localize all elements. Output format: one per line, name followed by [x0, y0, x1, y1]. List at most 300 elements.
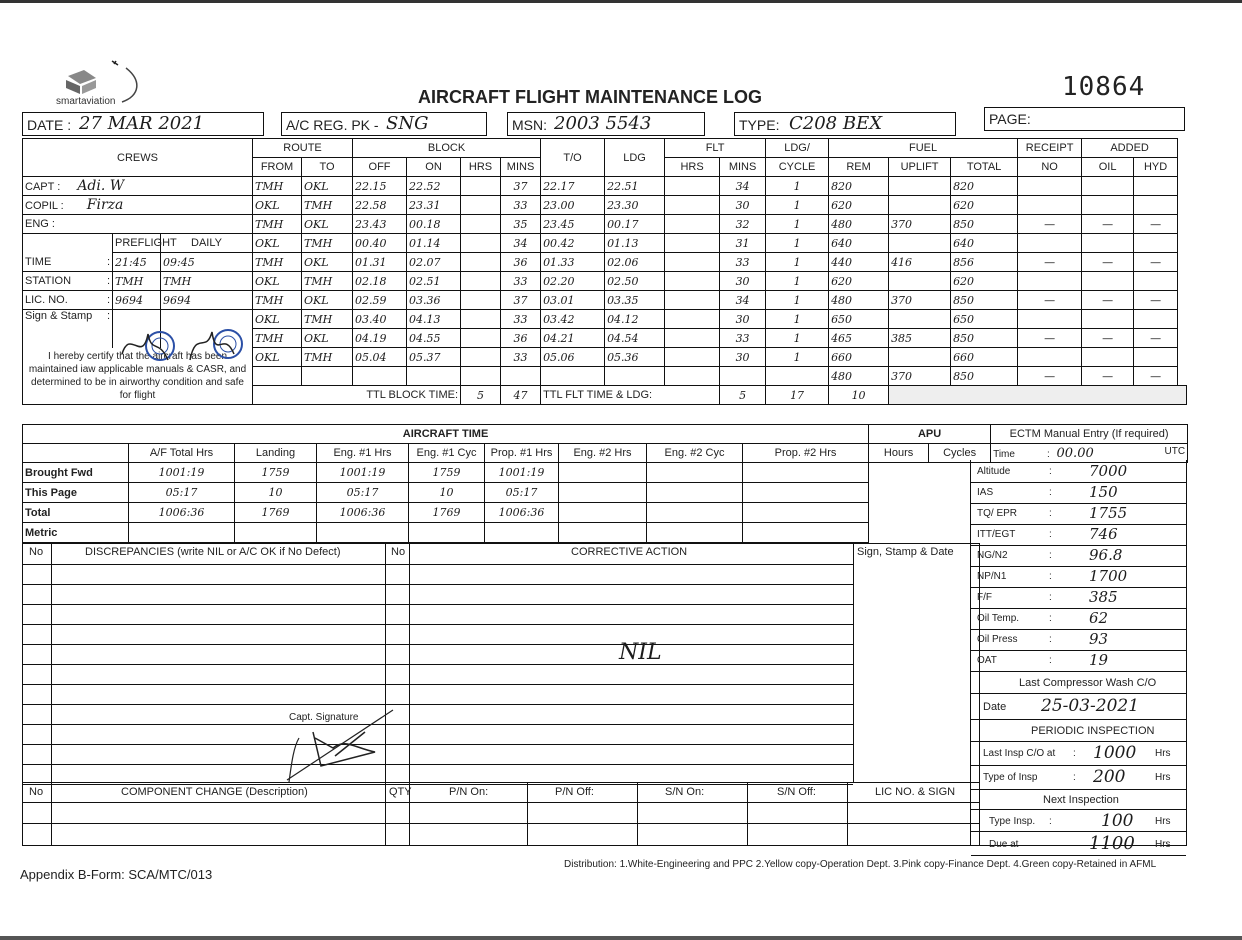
- aircraft-time-cell: [647, 463, 743, 483]
- from-header: FROM: [253, 158, 302, 177]
- grid-line: [23, 644, 853, 645]
- uplift-cell: 416: [889, 253, 951, 272]
- date-label: DATE :: [27, 117, 72, 133]
- oil-cell: [1082, 310, 1134, 329]
- mins-cell: 36: [501, 329, 541, 348]
- type-box: [734, 112, 956, 136]
- ectm-row: Oil Temp. : 62: [971, 609, 1186, 630]
- wash-title: Last Compressor Wash C/O: [1019, 677, 1157, 689]
- off-cell: 00.40: [353, 234, 407, 253]
- last-insp-hrs: Hrs: [1155, 748, 1171, 759]
- ldg-cell: 03.35: [605, 291, 665, 310]
- oil-cell: [1082, 196, 1134, 215]
- to-cell: TMH: [302, 196, 353, 215]
- flight-row: ENG : TMH OKL 23.43 00.18 35 23.45 00.17 32 1 480 370 850 — — —: [23, 215, 1187, 234]
- grid-line: [51, 544, 52, 846]
- rem-cell: 620: [829, 272, 889, 291]
- appendix-label: Appendix B-Form: SCA/MTC/013: [20, 867, 213, 882]
- ldg-cycle-header-1: LDG/: [766, 139, 829, 158]
- mins-cell: 35: [501, 215, 541, 234]
- receipt-cell: [1018, 234, 1082, 253]
- flt-hrs-header: HRS: [665, 158, 720, 177]
- ldg-cell: 01.13: [605, 234, 665, 253]
- aircraft-time-row: [23, 483, 869, 503]
- lic-label: LIC. NO.: [25, 294, 68, 306]
- off-cell: 03.40: [353, 310, 407, 329]
- ectm-value: 1755: [1089, 504, 1128, 522]
- due-value: 1100: [1089, 833, 1135, 854]
- hyd-cell: [1134, 234, 1178, 253]
- aircraft-time-cell: [559, 463, 647, 483]
- total-cell: 620: [951, 272, 1018, 291]
- aircraft-time-cell: 1001:19: [485, 463, 559, 483]
- aircraft-time-row-label: This Page: [23, 483, 129, 503]
- mins-cell: 33: [501, 272, 541, 291]
- ldg-cell: 02.06: [605, 253, 665, 272]
- aircraft-time-cell: [743, 503, 869, 523]
- ectm-time-label: Time: [993, 448, 1015, 460]
- corr-no-header: No: [391, 546, 406, 558]
- time-daily: 09:45: [161, 253, 253, 272]
- capt-value: Adi. W: [77, 178, 125, 194]
- wash-date-row: [971, 694, 1186, 720]
- uplift-cell: 385: [889, 329, 951, 348]
- aircraft-time-cell: 1001:19: [129, 463, 235, 483]
- scan-edge-bottom: [0, 936, 1242, 940]
- hyd-cell: —: [1134, 253, 1178, 272]
- ectm-value: 385: [1089, 588, 1118, 606]
- rem-cell: 650: [829, 310, 889, 329]
- rem-cell: 620: [829, 196, 889, 215]
- ectm-value: 7000: [1089, 462, 1128, 480]
- grid-line: [23, 744, 853, 745]
- aircraft-time-cell: [317, 523, 409, 543]
- hyd-cell: —: [1134, 215, 1178, 234]
- to-time-cell: 22.17: [541, 177, 605, 196]
- ectm-label: Oil Temp.: [977, 613, 1020, 624]
- receipt-cell: [1018, 177, 1082, 196]
- flt-mins-cell: 33: [720, 253, 766, 272]
- hyd-cell: [1134, 196, 1178, 215]
- mins-cell: 33: [501, 310, 541, 329]
- captain-signature-icon: [285, 708, 395, 784]
- ectm-label: NP/N1: [977, 571, 1007, 582]
- aircraft-time-cell: [235, 523, 317, 543]
- to-time-cell: 03.42: [541, 310, 605, 329]
- uplift-cell: [889, 272, 951, 291]
- form-number: 10864: [1062, 72, 1146, 102]
- flt-mins-cell: 30: [720, 310, 766, 329]
- ectm-value: 93: [1089, 630, 1109, 648]
- ectm-panel: [970, 460, 1187, 854]
- route-header: ROUTE: [253, 139, 353, 158]
- ectm-value: 1700: [1089, 567, 1128, 585]
- aircraft-time-cell: [647, 523, 743, 543]
- grid-line: [23, 604, 853, 605]
- mins-cell: 34: [501, 234, 541, 253]
- receipt-cell: [1018, 272, 1082, 291]
- station-label: STATION: [25, 275, 72, 287]
- aircraft-time-row-label: Metric: [23, 523, 129, 543]
- off-cell: 23.43: [353, 215, 407, 234]
- aircraft-time-cell: 1006:36: [485, 503, 559, 523]
- aircraft-time-row: [23, 503, 869, 523]
- aircraft-time-table: [22, 424, 1188, 463]
- aircraft-time-cell: 1769: [409, 503, 485, 523]
- corrective-header: CORRECTIVE ACTION: [571, 546, 688, 558]
- oil-cell: —: [1082, 329, 1134, 348]
- to-cell: OKL: [302, 291, 353, 310]
- time-label: TIME: [25, 255, 52, 268]
- oil-cell: —: [1082, 215, 1134, 234]
- receipt-header: RECEIPT: [1018, 139, 1082, 158]
- reg-label: A/C REG. PK -: [286, 117, 379, 133]
- certify-line-3: determined to be in airworthy condition and safe: [31, 376, 244, 388]
- from-cell: TMH: [253, 329, 302, 348]
- receipt-cell: [1018, 310, 1082, 329]
- page-title: AIRCRAFT FLIGHT MAINTENANCE LOG: [418, 87, 762, 107]
- grid-line: [23, 624, 853, 625]
- off-cell: 22.58: [353, 196, 407, 215]
- aircraft-time-cell: [743, 463, 869, 483]
- due-hrs: Hrs: [1155, 839, 1171, 850]
- aircraft-time-cell: 1759: [409, 463, 485, 483]
- grid-line: [853, 544, 854, 782]
- grid-line: [23, 784, 853, 785]
- flight-row: LIC. NO. : 9694 9694 TMH OKL 02.59 03.36 37 03.01 03.35 34 1 480 370 850 — — —: [23, 291, 1187, 310]
- daily-stamp-signature: [186, 324, 248, 366]
- msn-value: 2003 5543: [554, 113, 652, 134]
- ldg-header: LDG: [605, 139, 665, 177]
- mins-header: MINS: [501, 158, 541, 177]
- ectm-time-value: 00.00: [1056, 445, 1094, 461]
- to-cell: TMH: [302, 272, 353, 291]
- ldg-cell: 00.17: [605, 215, 665, 234]
- hyd-cell: [1134, 272, 1178, 291]
- flt-mins-cell: 30: [720, 272, 766, 291]
- on-cell: 05.37: [407, 348, 461, 367]
- ldg-cell: 23.30: [605, 196, 665, 215]
- grid-line: [409, 544, 410, 782]
- uplift-cell: [889, 234, 951, 253]
- lic-daily: 9694: [161, 291, 253, 310]
- next-type-hrs: Hrs: [1155, 816, 1171, 827]
- on-header: ON: [407, 158, 461, 177]
- to-time-cell: 01.33: [541, 253, 605, 272]
- grid-line: [23, 724, 853, 725]
- aircraft-time-cell: [559, 523, 647, 543]
- ttl-ldg: 10: [829, 386, 889, 405]
- to-cell: TMH: [302, 234, 353, 253]
- type-insp-row: Type of Insp : 200 Hrs: [971, 766, 1186, 790]
- grid-line: [23, 684, 853, 685]
- hyd-cell: [1134, 177, 1178, 196]
- grid-line: [23, 664, 853, 665]
- crews-header: CREWS: [23, 139, 253, 177]
- aircraft-time-cell: 10: [409, 483, 485, 503]
- scan-edge: [0, 0, 1242, 3]
- grid-line: [23, 704, 853, 705]
- disc-no-header: No: [29, 546, 44, 558]
- cycle-cell: 1: [766, 329, 829, 348]
- aircraft-time-cell: 1759: [235, 463, 317, 483]
- receipt-cell: —: [1018, 253, 1082, 272]
- ectm-row: Altitude : 7000: [971, 462, 1186, 483]
- oil-cell: —: [1082, 367, 1134, 386]
- ldg-cell: 05.36: [605, 348, 665, 367]
- hyd-cell: [1134, 348, 1178, 367]
- station-preflight: TMH: [113, 272, 161, 291]
- total-cell: 856: [951, 253, 1018, 272]
- on-cell: 04.55: [407, 329, 461, 348]
- to-cell: OKL: [302, 177, 353, 196]
- page-box: [984, 107, 1185, 131]
- wash-date-value: 25-03-2021: [1041, 696, 1140, 716]
- oil-header: OIL: [1082, 158, 1134, 177]
- grid-line: [23, 584, 853, 585]
- total-cell: 850: [951, 291, 1018, 310]
- cycle-cell: 1: [766, 253, 829, 272]
- mins-cell: 33: [501, 196, 541, 215]
- next-type-row: Type Insp. : 100 Hrs: [971, 810, 1186, 832]
- off-cell: 02.59: [353, 291, 407, 310]
- grid-line: [747, 782, 748, 846]
- grid-line: [23, 823, 979, 824]
- msn-label: MSN:: [512, 117, 547, 133]
- sn-on-header: S/N On:: [665, 786, 705, 798]
- flight-row: Sign & Stamp : OKL TMH 03.40 04.13 33 03.42 04.12 30 1 650 650: [23, 310, 1187, 329]
- ttl-flt-mins: 17: [766, 386, 829, 405]
- off-cell: 05.04: [353, 348, 407, 367]
- hyd-cell: —: [1134, 329, 1178, 348]
- total-cell: 850: [951, 367, 1018, 386]
- last-insp-row: Last Insp C/O at : 1000 Hrs: [971, 742, 1186, 766]
- certify-line-2: maintained iaw applicable manuals & CASR, and: [28, 363, 247, 375]
- oil-cell: [1082, 234, 1134, 253]
- aircraft-time-cell: [559, 483, 647, 503]
- ectm-row: IAS : 150: [971, 483, 1186, 504]
- aircraft-time-row-label: Brought Fwd: [23, 463, 129, 483]
- aircraft-time-cell: 05:17: [485, 483, 559, 503]
- oil-cell: [1082, 272, 1134, 291]
- rem-cell: 465: [829, 329, 889, 348]
- aircraft-time-cell: 1001:19: [317, 463, 409, 483]
- next-title-row: [971, 790, 1186, 810]
- flt-mins-cell: 30: [720, 196, 766, 215]
- on-cell: 02.07: [407, 253, 461, 272]
- uplift-cell: [889, 348, 951, 367]
- oil-cell: [1082, 177, 1134, 196]
- aircraft-time-cell: [743, 483, 869, 503]
- af-total-header: A/F Total Hrs: [129, 444, 235, 463]
- aircraft-time-cell: [559, 503, 647, 523]
- type-value: C208 BEX: [789, 113, 883, 134]
- nil-entry: NIL: [619, 640, 662, 665]
- aircraft-time-cell: [485, 523, 559, 543]
- aircraft-time-cell: 05:17: [129, 483, 235, 503]
- wash-date-label: Date: [983, 701, 1007, 713]
- ectm-row: NP/N1 : 1700: [971, 567, 1186, 588]
- wash-title-row: [971, 672, 1186, 694]
- rem-cell: 440: [829, 253, 889, 272]
- hyd-cell: —: [1134, 291, 1178, 310]
- flt-mins-cell: 30: [720, 348, 766, 367]
- stamp-icon: [186, 324, 248, 366]
- ectm-row: ITT/EGT : 746: [971, 525, 1186, 546]
- ectm-label: F/F: [977, 592, 992, 603]
- logo-text: smartaviation: [56, 96, 116, 107]
- to-time-header: T/O: [541, 139, 605, 177]
- eng1-cyc-header: Eng. #1 Cyc: [409, 444, 485, 463]
- eng1-hrs-header: Eng. #1 Hrs: [317, 444, 409, 463]
- prop1-hrs-header: Prop. #1 Hrs: [485, 444, 559, 463]
- off-cell: 22.15: [353, 177, 407, 196]
- from-cell: OKL: [253, 310, 302, 329]
- apu-cycles-header: Cycles: [929, 444, 991, 463]
- ldg-cell: 04.12: [605, 310, 665, 329]
- aircraft-time-data: [22, 462, 869, 543]
- on-cell: 02.51: [407, 272, 461, 291]
- aircraft-time-cell: 05:17: [317, 483, 409, 503]
- due-row: [971, 832, 1186, 856]
- ldg-cycle-header-2: CYCLE: [766, 158, 829, 177]
- from-cell: TMH: [253, 253, 302, 272]
- pn-off-header: P/N Off:: [555, 786, 594, 798]
- on-cell: 23.31: [407, 196, 461, 215]
- distribution-note: Distribution: 1.White-Engineering and PPC 2.Yellow copy-Operation Dept. 3.Pink copy-Finance Dept. 4.Green copy-Retained in AFML: [564, 859, 1157, 870]
- flt-mins-cell: 32: [720, 215, 766, 234]
- mins-cell: 37: [501, 291, 541, 310]
- aircraft-time-row: [23, 523, 869, 543]
- type-insp-label: Type of Insp: [983, 772, 1038, 783]
- grid-line: [23, 764, 853, 765]
- ectm-label: NG/N2: [977, 550, 1008, 561]
- from-cell: OKL: [253, 196, 302, 215]
- off-cell: 02.18: [353, 272, 407, 291]
- grid-line: [23, 782, 979, 783]
- type-label: TYPE:: [739, 117, 780, 133]
- cycle-cell: 1: [766, 215, 829, 234]
- uplift-cell: [889, 310, 951, 329]
- hyd-cell: [1134, 310, 1178, 329]
- periodic-title-row: [971, 720, 1186, 742]
- grid-line: [23, 564, 853, 565]
- rem-cell: 820: [829, 177, 889, 196]
- ectm-label: ITT/EGT: [977, 529, 1016, 540]
- aircraft-time-cell: [743, 523, 869, 543]
- uplift-cell: [889, 177, 951, 196]
- rem-header: REM: [829, 158, 889, 177]
- eng2-hrs-header: Eng. #2 Hrs: [559, 444, 647, 463]
- preflight-label: PREFLIGHT: [113, 234, 161, 253]
- oil-cell: —: [1082, 253, 1134, 272]
- certify-line-4: for flight: [119, 389, 156, 401]
- aircraft-time-cell: 1769: [235, 503, 317, 523]
- ectm-label: Altitude: [977, 466, 1011, 477]
- date-value: 27 MAR 2021: [79, 113, 205, 134]
- ectm-row: TQ/ EPR : 1755: [971, 504, 1186, 525]
- from-cell: TMH: [253, 215, 302, 234]
- to-cell: TMH: [302, 348, 353, 367]
- flight-row: TIME : 21:45 09:45 TMH OKL 01.31 02.07 36 01.33 02.06 33 1 440 416 856 — — —: [23, 253, 1187, 272]
- total-cell: 850: [951, 215, 1018, 234]
- lic-sign-header: LIC NO. & SIGN: [875, 786, 956, 798]
- time-preflight: 21:45: [113, 253, 161, 272]
- off-header: OFF: [353, 158, 407, 177]
- preflight-stamp-signature: [118, 324, 188, 366]
- disc-title: DISCREPANCIES (write NIL or A/C OK if No Defect): [85, 546, 341, 558]
- receipt-cell: —: [1018, 215, 1082, 234]
- cycle-cell: 1: [766, 234, 829, 253]
- from-cell: TMH: [253, 291, 302, 310]
- mins-cell: 33: [501, 348, 541, 367]
- aircraft-time-cell: [647, 483, 743, 503]
- on-cell: 03.36: [407, 291, 461, 310]
- ectm-label: IAS: [977, 487, 994, 498]
- ectm-value: 746: [1089, 525, 1118, 543]
- rem-cell: 660: [829, 348, 889, 367]
- prop2-hrs-header: Prop. #2 Hrs: [743, 444, 869, 463]
- capt-signature-label: Capt. Signature: [289, 712, 359, 723]
- flight-row: STATION : TMH TMH OKL TMH 02.18 02.51 33 02.20 02.50 30 1 620 620: [23, 272, 1187, 291]
- aircraft-time-cell: [409, 523, 485, 543]
- rem-cell: 480: [829, 367, 889, 386]
- ldg-cell: 22.51: [605, 177, 665, 196]
- total-cell: 820: [951, 177, 1018, 196]
- total-cell: 660: [951, 348, 1018, 367]
- type-insp-value: 200: [1093, 767, 1126, 787]
- aircraft-time-rows: [22, 462, 992, 543]
- ectm-utc: UTC: [1164, 445, 1186, 457]
- flt-mins-cell: 31: [720, 234, 766, 253]
- aircraft-time-title: AIRCRAFT TIME: [23, 425, 869, 444]
- grid-line: [385, 782, 386, 846]
- receipt-cell: [1018, 348, 1082, 367]
- receipt-no-header: NO: [1018, 158, 1082, 177]
- to-cell: OKL: [302, 253, 353, 272]
- ectm-label: TQ/ EPR: [977, 508, 1018, 519]
- cycle-cell: 1: [766, 177, 829, 196]
- ttl-flt-hrs: 5: [720, 386, 766, 405]
- ectm-row: Oil Press : 93: [971, 630, 1186, 651]
- aircraft-time-cell: 1006:36: [317, 503, 409, 523]
- oil-cell: —: [1082, 291, 1134, 310]
- receipt-cell: —: [1018, 367, 1082, 386]
- ttl-flt-label: TTL FLT TIME & LDG:: [541, 386, 720, 405]
- hyd-cell: —: [1134, 367, 1178, 386]
- sn-off-header: S/N Off:: [777, 786, 816, 798]
- mins-cell: 36: [501, 253, 541, 272]
- next-type-label: Type Insp.: [989, 816, 1036, 827]
- ectm-label: OAT: [977, 655, 997, 666]
- flt-mins-header: MINS: [720, 158, 766, 177]
- on-cell: 00.18: [407, 215, 461, 234]
- lic-preflight: 9694: [113, 291, 161, 310]
- to-time-cell: 03.01: [541, 291, 605, 310]
- date-box: [22, 112, 264, 136]
- sign-stamp-date-header: Sign, Stamp & Date: [857, 546, 954, 558]
- stamp-icon: [118, 324, 188, 366]
- ectm-row: F/F : 385: [971, 588, 1186, 609]
- oil-cell: [1082, 348, 1134, 367]
- aircraft-time-cell: 1006:36: [129, 503, 235, 523]
- reg-box: [281, 112, 487, 136]
- rem-cell: 640: [829, 234, 889, 253]
- last-insp-value: 1000: [1093, 743, 1137, 763]
- grid-line: [23, 802, 979, 803]
- added-header: ADDED: [1082, 139, 1178, 158]
- uplift-cell: 370: [889, 215, 951, 234]
